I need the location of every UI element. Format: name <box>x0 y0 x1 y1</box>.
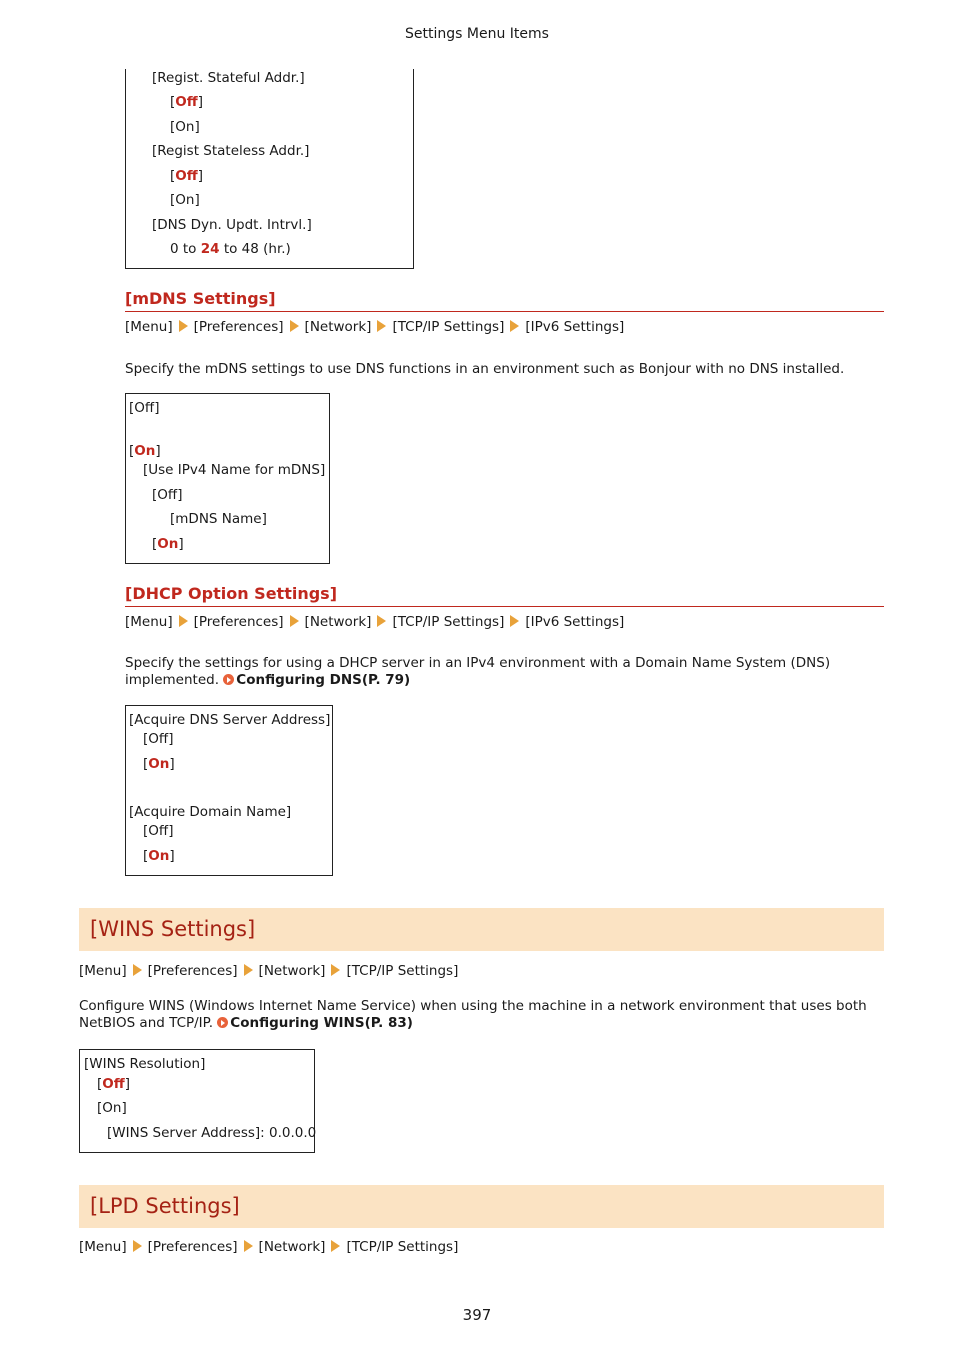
link-arrow-icon <box>223 674 234 685</box>
bracket: ] <box>169 848 175 864</box>
arrow-right-icon <box>179 320 188 332</box>
arrow-right-icon <box>510 320 519 332</box>
arrow-right-icon <box>179 615 188 627</box>
tree-item-regist-stateful: [Regist. Stateful Addr.] <box>152 70 305 86</box>
arrow-right-icon <box>331 1240 340 1252</box>
tree-value-on-default <box>129 442 161 460</box>
tree-item-mdns-name: [mDNS Name] <box>170 511 267 527</box>
tree-item-wins-resolution: [WINS Resolution] <box>84 1056 206 1072</box>
breadcrumb-item: [Preferences] <box>147 1239 238 1255</box>
default-value: On <box>148 848 170 864</box>
tree-value-off: [Off] <box>143 731 174 747</box>
tree-item-use-ipv4-name: [Use IPv4 Name for mDNS] <box>143 462 326 478</box>
link-configuring-dns[interactable]: Configuring DNS(P. 79) <box>236 672 411 688</box>
tree-value-on: [On] <box>170 192 200 208</box>
bracket: ] <box>169 756 175 772</box>
arrow-right-icon <box>510 615 519 627</box>
arrow-right-icon <box>377 320 386 332</box>
section-heading-mdns: [mDNS Settings] <box>125 289 884 312</box>
tree-value-off: [Off] <box>152 487 183 503</box>
breadcrumb-item: [Menu] <box>79 1239 127 1255</box>
tree-value-on-default <box>143 847 175 865</box>
breadcrumb-item: [Menu] <box>79 963 127 979</box>
breadcrumb-item: [Menu] <box>125 614 173 630</box>
section-heading-dhcp: [DHCP Option Settings] <box>125 584 884 607</box>
description-text: implemented. <box>125 672 224 688</box>
bracket: ] <box>155 443 161 459</box>
breadcrumb <box>125 613 624 631</box>
page-number: 397 <box>462 1306 492 1324</box>
arrow-right-icon <box>290 615 299 627</box>
arrow-right-icon <box>133 964 142 976</box>
tree-value-off: [Off] <box>129 400 160 416</box>
link-arrow-icon <box>217 1017 228 1028</box>
tree-value-off-default <box>170 93 203 111</box>
range-text: to 48 (hr.) <box>219 241 291 257</box>
tree-value-off: [Off] <box>143 823 174 839</box>
default-value: Off <box>175 94 198 110</box>
section-band-lpd: [LPD Settings] <box>79 1185 884 1228</box>
bracket: ] <box>124 1076 130 1092</box>
section-description-line1: Specify the settings for using a DHCP server in an IPv4 environment with a Domain Name System (DNS) <box>125 655 831 671</box>
bracket: [ <box>143 848 149 864</box>
section-description-line2 <box>125 672 410 689</box>
breadcrumb-item: [Preferences] <box>193 614 284 630</box>
breadcrumb-item: [Network] <box>304 319 372 335</box>
default-value: On <box>157 536 179 552</box>
breadcrumb-item: [Preferences] <box>193 319 284 335</box>
tree-value-on-default <box>143 755 175 773</box>
default-value: 24 <box>200 241 220 257</box>
tree-value-on: [On] <box>170 119 200 135</box>
default-value: Off <box>102 1076 125 1092</box>
breadcrumb-item: [IPv6 Settings] <box>525 319 625 335</box>
tree-item-acquire-domain: [Acquire Domain Name] <box>129 804 292 820</box>
breadcrumb-item: [Menu] <box>125 319 173 335</box>
breadcrumb-item: [Network] <box>258 963 326 979</box>
bracket: ] <box>178 536 184 552</box>
breadcrumb <box>79 962 458 980</box>
arrow-right-icon <box>290 320 299 332</box>
breadcrumb-item: [Network] <box>304 614 372 630</box>
arrow-right-icon <box>244 1240 253 1252</box>
section-description: Specify the mDNS settings to use DNS functions in an environment such as Bonjour with no DNS installed. <box>125 361 845 377</box>
tree-item-regist-stateless: [Regist Stateless Addr.] <box>152 143 310 159</box>
page-header: Settings Menu Items <box>405 26 549 42</box>
tree-value-on-default <box>152 535 184 553</box>
link-configuring-wins[interactable]: Configuring WINS(P. 83) <box>230 1015 413 1031</box>
arrow-right-icon <box>244 964 253 976</box>
bracket: [ <box>97 1076 103 1092</box>
section-description-line1: Configure WINS (Windows Internet Name Service) when using the machine in a network environment that uses both <box>79 998 867 1014</box>
range-text: 0 to <box>170 241 201 257</box>
bracket: [ <box>170 94 176 110</box>
section-band-wins: [WINS Settings] <box>79 908 884 951</box>
default-value: On <box>148 756 170 772</box>
breadcrumb-item: [IPv6 Settings] <box>525 614 625 630</box>
tree-value-on: [On] <box>97 1100 127 1116</box>
breadcrumb <box>79 1238 458 1256</box>
breadcrumb-item: [Preferences] <box>147 963 238 979</box>
tree-item-wins-server-address: [WINS Server Address]: 0.0.0.0 <box>107 1125 317 1141</box>
tree-item-acquire-dns: [Acquire DNS Server Address] <box>129 712 331 728</box>
tree-value-range <box>170 240 291 258</box>
default-value: On <box>134 443 156 459</box>
breadcrumb <box>125 318 624 336</box>
bracket: [ <box>143 756 149 772</box>
tree-value-off-default <box>170 167 203 185</box>
breadcrumb-item: [TCP/IP Settings] <box>346 963 459 979</box>
tree-value-off-default <box>97 1075 130 1093</box>
arrow-right-icon <box>331 964 340 976</box>
default-value: Off <box>175 168 198 184</box>
arrow-right-icon <box>377 615 386 627</box>
bracket: [ <box>152 536 158 552</box>
description-text: NetBIOS and TCP/IP. <box>79 1015 218 1031</box>
settings-tree-box-ipv6-dns <box>125 69 414 269</box>
breadcrumb-item: [TCP/IP Settings] <box>346 1239 459 1255</box>
arrow-right-icon <box>133 1240 142 1252</box>
section-description-line2 <box>79 1015 413 1032</box>
breadcrumb-item: [TCP/IP Settings] <box>392 319 505 335</box>
breadcrumb-item: [Network] <box>258 1239 326 1255</box>
breadcrumb-item: [TCP/IP Settings] <box>392 614 505 630</box>
bracket: [ <box>170 168 176 184</box>
tree-item-dns-dyn-updt: [DNS Dyn. Updt. Intrvl.] <box>152 217 312 233</box>
bracket: ] <box>197 168 203 184</box>
bracket: ] <box>197 94 203 110</box>
bracket: [ <box>129 443 135 459</box>
